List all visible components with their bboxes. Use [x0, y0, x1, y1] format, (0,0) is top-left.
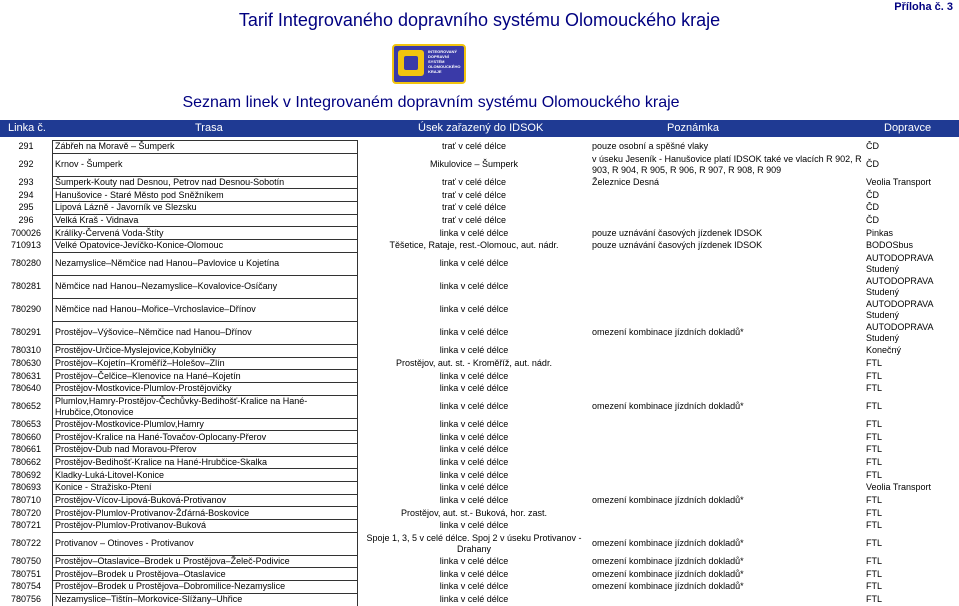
carrier-cell: AUTODOPRAVA Studený [866, 298, 934, 320]
section-cell: trať v celé délce [442, 189, 506, 200]
note-cell [590, 252, 864, 275]
logo-text: INTEGROVANÝ DOPRAVNÍ SYSTÉM OLOMOUCKÉHO KRAJE [428, 49, 461, 74]
note-cell [590, 298, 864, 321]
carrier-cell: FTL [866, 456, 883, 467]
route-cell: Kladky-Luká-Litovel-Konice [53, 469, 358, 482]
line-number-cell: 780630 [0, 357, 53, 370]
note-cell [590, 357, 864, 370]
carrier-cell: FTL [866, 568, 883, 579]
line-number-cell: 710913 [0, 240, 53, 253]
note-cell: omezení kombinace jízdních dokladů* [592, 581, 744, 592]
route-cell: Nezamyslice–Němčice nad Hanou–Pavlovice u Kojetína [53, 252, 358, 275]
section-cell: Těšetice, Rataje, rest.-Olomouc, aut. nádr. [389, 240, 559, 251]
carrier-cell: ČD [866, 202, 879, 213]
carrier-cell: FTL [866, 495, 883, 506]
route-cell: Plumlov,Hamry-Prostějov-Čechůvky-Bedihošť-Kralice na Hané-Hrubčice,Otonovice [53, 395, 358, 418]
route-cell: Němčice nad Hanou–Nezamyslice–Kovalovice-Osíčany [53, 275, 358, 298]
note-cell [590, 431, 864, 444]
carrier-cell: FTL [866, 418, 883, 429]
line-number-cell: 780721 [0, 520, 53, 533]
route-cell: Šumperk-Kouty nad Desnou, Petrov nad Desnou-Sobotín [53, 176, 358, 189]
note-cell [590, 507, 864, 520]
table-row [0, 431, 959, 444]
line-number-cell: 780631 [0, 370, 53, 383]
section-cell: linka v celé délce [439, 568, 509, 579]
table-row [0, 298, 959, 321]
section-cell: linka v celé délce [439, 418, 509, 429]
line-number-cell: 700026 [0, 227, 53, 240]
ids-logo-icon [392, 44, 466, 84]
line-number-cell: 292 [0, 153, 53, 176]
note-cell [590, 344, 864, 357]
line-number-cell: 780290 [0, 298, 53, 321]
section-cell: linka v celé délce [439, 482, 509, 493]
section-cell: linka v celé délce [439, 327, 509, 338]
line-number-cell: 780310 [0, 344, 53, 357]
carrier-cell: FTL [866, 431, 883, 442]
carrier-cell: FTL [866, 556, 883, 567]
note-cell: pouze uznávání časových jízdenek IDSOK [592, 240, 763, 251]
carrier-cell: FTL [866, 370, 883, 381]
note-cell: pouze osobní a spěšné vlaky [592, 141, 709, 152]
note-cell: omezení kombinace jízdních dokladů* [592, 556, 744, 567]
section-cell: linka v celé délce [439, 431, 509, 442]
line-number-cell: 780754 [0, 581, 53, 594]
line-number-cell: 294 [0, 189, 53, 202]
section-cell: linka v celé délce [439, 227, 509, 238]
section-cell: linka v celé délce [439, 281, 509, 292]
route-cell: Prostějov-Plumlov-Protivanov-Buková [53, 520, 358, 533]
section-cell: linka v celé délce [439, 444, 509, 455]
table-row [0, 240, 959, 253]
line-number-cell: 780693 [0, 482, 53, 495]
table-row [0, 418, 959, 431]
note-cell: pouze uznávání časových jízdenek IDSOK [592, 227, 763, 238]
section-cell: linka v celé délce [439, 593, 509, 604]
line-number-cell: 780720 [0, 507, 53, 520]
carrier-cell: AUTODOPRAVA Studený [866, 252, 934, 274]
carrier-cell: ČD [866, 215, 879, 226]
col-header-route: Trasa [195, 122, 223, 134]
note-cell [590, 382, 864, 395]
carrier-cell: Konečný [866, 345, 902, 356]
section-cell: trať v celé délce [442, 177, 506, 188]
note-cell [590, 443, 864, 456]
route-cell: Velká Kraš - Vidnava [53, 214, 358, 227]
note-cell: Železnice Desná [592, 177, 660, 188]
table-row [0, 357, 959, 370]
line-table [0, 140, 959, 606]
section-cell: linka v celé délce [439, 469, 509, 480]
table-row [0, 469, 959, 482]
section-cell: linka v celé délce [439, 304, 509, 315]
col-header-section: Úsek zařazený do IDSOK [418, 122, 544, 134]
route-cell: Prostějov-Mostkovice-Plumlov-Prostějovičky [53, 382, 358, 395]
line-number-cell: 780652 [0, 395, 53, 418]
section-cell: Prostějov, aut. st.- Buková, hor. zast. [401, 507, 547, 518]
table-row [0, 532, 959, 555]
note-cell: omezení kombinace jízdních dokladů* [592, 568, 744, 579]
line-number-cell: 780660 [0, 431, 53, 444]
route-cell: Prostějov-Bedihošť-Kralice na Hané-Hrubčice-Skalka [53, 456, 358, 469]
route-cell: Prostějov–Otaslavice–Brodek u Prostějova–Želeč-Podivice [53, 555, 358, 568]
route-cell: Prostějov–Výšovice–Němčice nad Hanou–Dřínov [53, 321, 358, 344]
carrier-cell: FTL [866, 401, 883, 412]
table-row [0, 227, 959, 240]
table-row [0, 370, 959, 383]
section-cell: Prostějov, aut. st. - Kroměříž, aut. nádr. [396, 357, 552, 368]
note-cell: omezení kombinace jízdních dokladů* [592, 401, 744, 412]
section-cell: linka v celé délce [439, 401, 509, 412]
section-cell: linka v celé délce [439, 520, 509, 531]
route-cell: Prostějov-Určice-Myslejovice,Kobylničky [53, 344, 358, 357]
section-cell: linka v celé délce [439, 495, 509, 506]
section-cell: linka v celé délce [439, 581, 509, 592]
route-cell: Prostějov–Kojetín–Kroměříž–Holešov–Zlín [53, 357, 358, 370]
section-cell: trať v celé délce [442, 215, 506, 226]
line-number-cell: 780280 [0, 252, 53, 275]
carrier-cell: FTL [866, 520, 883, 531]
table-row [0, 555, 959, 568]
table-row [0, 568, 959, 581]
route-cell: Králíky-Červená Voda-Štíty [53, 227, 358, 240]
line-number-cell: 780751 [0, 568, 53, 581]
carrier-cell: Pinkas [866, 227, 894, 238]
carrier-cell: ČD [866, 189, 879, 200]
carrier-cell: FTL [866, 593, 883, 604]
section-cell: linka v celé délce [439, 556, 509, 567]
carrier-cell: Veolia Transport [866, 177, 932, 188]
table-row [0, 321, 959, 344]
line-number-cell: 780692 [0, 469, 53, 482]
carrier-cell: BODOSbus [866, 240, 914, 251]
line-number-cell: 780653 [0, 418, 53, 431]
note-cell [590, 520, 864, 533]
line-number-cell: 780756 [0, 593, 53, 605]
table-row [0, 202, 959, 215]
note-cell: omezení kombinace jízdních dokladů* [592, 495, 744, 506]
table-row [0, 581, 959, 594]
route-cell: Prostějov-Dub nad Moravou-Přerov [53, 443, 358, 456]
note-cell [590, 418, 864, 431]
section-cell: linka v celé délce [439, 345, 509, 356]
table-row [0, 252, 959, 275]
route-cell: Lipová Lázně - Javorník ve Slezsku [53, 202, 358, 215]
line-number-cell: 780710 [0, 494, 53, 507]
carrier-cell: FTL [866, 444, 883, 455]
route-cell: Prostějov–Čelčice–Klenovice na Hané–Kojetín [53, 370, 358, 383]
note-cell [590, 469, 864, 482]
note-cell [590, 482, 864, 495]
table-row [0, 456, 959, 469]
carrier-cell: Veolia Transport [866, 482, 932, 493]
line-number-cell: 295 [0, 202, 53, 215]
note-cell [590, 214, 864, 227]
section-cell: Spoje 1, 3, 5 v celé délce. Spoj 2 v úseku Protivanov - Drahany [366, 532, 582, 554]
line-number-cell: 293 [0, 176, 53, 189]
carrier-cell: AUTODOPRAVA Studený [866, 275, 934, 297]
table-row [0, 507, 959, 520]
carrier-cell: FTL [866, 581, 883, 592]
carrier-cell: FTL [866, 538, 883, 549]
section-cell: trať v celé délce [442, 141, 506, 152]
table-row [0, 443, 959, 456]
note-cell [590, 456, 864, 469]
section-cell: trať v celé délce [442, 202, 506, 213]
note-cell: omezení kombinace jízdních dokladů* [592, 327, 744, 338]
table-header [0, 120, 959, 137]
table-row [0, 275, 959, 298]
table-row [0, 382, 959, 395]
section-cell: linka v celé délce [439, 383, 509, 394]
route-cell: Konice - Stražisko-Ptení [53, 482, 358, 495]
table-row [0, 482, 959, 495]
table-row [0, 395, 959, 418]
col-header-carrier: Dopravce [884, 122, 932, 134]
attachment-label: Příloha č. 3 [894, 1, 953, 13]
line-number-cell: 780291 [0, 321, 53, 344]
route-cell: Prostějov–Brodek u Prostějova–Otaslavice [53, 568, 358, 581]
carrier-cell: FTL [866, 357, 883, 368]
line-number-cell: 780640 [0, 382, 53, 395]
line-number-cell: 780750 [0, 555, 53, 568]
section-cell: linka v celé délce [439, 258, 509, 269]
route-cell: Zábřeh na Moravě – Šumperk [53, 141, 358, 154]
table-row [0, 176, 959, 189]
line-number-cell: 780661 [0, 443, 53, 456]
route-cell: Prostějov-Mostkovice-Plumlov,Hamry [53, 418, 358, 431]
table-row [0, 141, 959, 154]
note-cell [590, 275, 864, 298]
line-number-cell: 780722 [0, 532, 53, 555]
note-cell [590, 370, 864, 383]
col-header-line: Linka č. [8, 122, 46, 134]
route-cell: Prostějov-Kralice na Hané-Tovačov-Oplocany-Přerov [53, 431, 358, 444]
carrier-cell: FTL [866, 383, 883, 394]
carrier-cell: FTL [866, 507, 883, 518]
line-number-cell: 291 [0, 141, 53, 154]
table-row [0, 189, 959, 202]
document-title: Tarif Integrovaného dopravního systému Olomouckého kraje [238, 10, 721, 30]
route-cell: Protivanov – Otinoves - Protivanov [53, 532, 358, 555]
carrier-cell: ČD [866, 141, 879, 152]
route-cell: Prostějov-Plumlov-Protivanov-Žďárná-Boskovice [53, 507, 358, 520]
route-cell: Prostějov–Brodek u Prostějova–Dobromilice-Nezamyslice [53, 581, 358, 594]
line-number-cell: 296 [0, 214, 53, 227]
note-cell: omezení kombinace jízdních dokladů* [592, 538, 744, 549]
carrier-cell: AUTODOPRAVA Studený [866, 321, 934, 343]
note-cell [590, 593, 864, 605]
line-number-cell: 780281 [0, 275, 53, 298]
route-cell: Krnov - Šumperk [53, 153, 358, 176]
route-cell: Prostějov-Vícov-Lipová-Buková-Protivanov [53, 494, 358, 507]
carrier-cell: ČD [866, 159, 879, 170]
section-cell: linka v celé délce [439, 456, 509, 467]
route-cell: Velké Opatovice-Jevíčko-Konice-Olomouc [53, 240, 358, 253]
table-row [0, 494, 959, 507]
note-cell [590, 189, 864, 202]
table-row [0, 344, 959, 357]
route-cell: Nezamyslice–Tištín–Morkovice-Slížany–Uhřice [53, 593, 358, 605]
col-header-note: Poznámka [667, 122, 719, 134]
carrier-cell: FTL [866, 469, 883, 480]
route-cell: Němčice nad Hanou–Mořice–Vrchoslavice–Dřínov [53, 298, 358, 321]
table-row [0, 214, 959, 227]
table-row [0, 520, 959, 533]
section-cell: Mikulovice – Šumperk [429, 159, 519, 170]
section-cell: linka v celé délce [439, 370, 509, 381]
note-cell: v úseku Jeseník - Hanušovice platí IDSOK také ve vlacích R 902, R 903, R 904, R 905, R 906, R 907, R 908, R 909 [592, 153, 862, 175]
table-row [0, 593, 959, 605]
route-cell: Hanušovice - Staré Město pod Sněžníkem [53, 189, 358, 202]
note-cell [590, 202, 864, 215]
document-subtitle: Seznam linek v Integrovaném dopravním systému Olomouckého kraje [182, 94, 680, 111]
table-row [0, 153, 959, 176]
line-number-cell: 780662 [0, 456, 53, 469]
